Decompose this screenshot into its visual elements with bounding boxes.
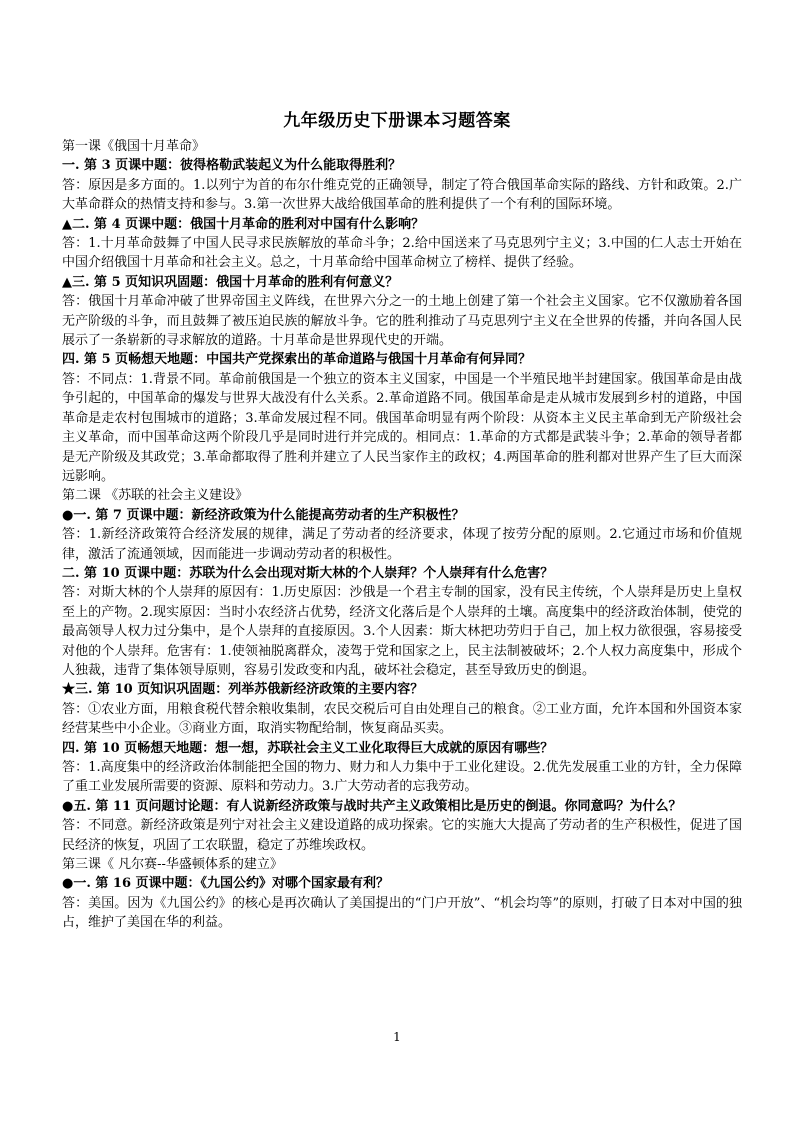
question: ★三. 第 10 页知识巩固题：列举苏俄新经济政策的主要内容？ [62, 682, 424, 698]
question: 四. 第 5 页畅想天地题：中国共产党探索出的革命道路与俄国十月革命有何异同？ [62, 352, 532, 368]
answer: 答：原因是多方面的。1.以列宁为首的布尔什维克党的正确领导，制定了符合俄国革命实际的路线、方针和政策。2.广大革命群众的热情支持和参与。3.第一次世界大战给俄国革命的胜利提供了一个有利的国际环境。 [62, 177, 742, 213]
question: ●一. 第 7 页课中题：新经济政策为什么能提高劳动者的生产积极性？ [62, 507, 465, 523]
question: ▲三. 第 5 页知识巩固题：俄国十月革命的胜利有何意义？ [62, 274, 399, 290]
answer: 答：1.高度集中的经济政治体制能把全国的物力、财力和人力集中于工业化建设。2.优先发展重工业的方针，全力保障了重工业发展所需要的资源、原料和劳动力。3.广大劳动者的忘我劳动。 [62, 760, 742, 795]
answer: 答：不同意。新经济政策是列宁对社会主义建设道路的成功探索。它的实施大大提高了劳动者的生产积极性，促进了国民经济的恢复，巩固了工农联盟，稳定了苏维埃政权。 [62, 818, 742, 853]
page-title: 九年级历史下册课本习题答案 [283, 111, 511, 131]
document-body [62, 137, 742, 933]
lesson-heading: 第一课《俄国十月革命》 [62, 139, 206, 154]
answer: 答：对斯大林的个人崇拜的原因有：1.历史原因：沙俄是一个君主专制的国家，没有民主传统，个人崇拜是历史上皇权至上的产物。2.现实原因：当时小农经济占优势，经济文化落后是个人崇拜的土壤。高度集中的经济政治体制，使党的最高领导人权力过分集中，是个人崇拜的直接原因。3.个人因素：斯大林把功劳归于自己，加上权力欲很强，容易接受对他的个人崇拜。危害有：1.使领袖脱离群众，凌驾于党和国家之上，民主法制被破坏；2.个人权力高度集中，形成个人独裁，违背了集体领导原则，容易引发政变和内乱，破坏社会稳定，甚至导致历史的倒退。 [62, 585, 742, 678]
answer: 答：①农业方面，用粮食税代替余粮收集制，农民交税后可自由处理自己的粮食。②工业方面，允许本国和外国资本家经营某些中小企业。③商业方面，取消实物配给制，恢复商品买卖。 [62, 701, 742, 737]
question: 二. 第 10 页课中题：苏联为什么会出现对斯大林的个人崇拜？个人崇拜有什么危害？ [62, 565, 554, 581]
question: 四. 第 10 页畅想天地题：想一想，苏联社会主义工业化取得巨大成就的原因有哪些？ [62, 740, 554, 756]
answer: 答：不同点：1.背景不同。革命前俄国是一个独立的资本主义国家，中国是一个半殖民地半封建国家。俄国革命是由战争引起的，中国革命的爆发与世界大战没有什么关系。2.革命道路不同。俄国革命是走从城市发展到乡村的道路，中国革命是走农村包围城市的道路；3.革命发展过程不同。俄国革命明显有两个阶段：从资本主义民主革命到无产阶级社会主义革命，而中国革命这两个阶段几乎是同时进行并完成的。相同点：1.革命的方式都是武装斗争；2.革命的领导者都是无产阶级及其政党；3.革命都取得了胜利并建立了人民当家作主的政权；4.两国革命的胜利都对世界产生了巨大而深远影响。 [62, 371, 742, 484]
lesson-heading: 第三课《 凡尔赛--华盛顿体系的建立》 [62, 857, 283, 873]
question: ●五. 第 11 页问题讨论题：有人说新经济政策与战时共产主义政策相比是历史的倒退。你同意吗？为什么？ [62, 798, 682, 814]
answer: 答：美国。因为《九国公约》的核心是再次确认了美国提出的“门户开放”、“机会均等”的原则，打破了日本对中国的独占，维护了美国在华的利益。 [62, 895, 742, 931]
question: 一. 第 3 页课中题：彼得格勒武装起义为什么能取得胜利？ [62, 158, 402, 174]
answer: 答：1.新经济政策符合经济发展的规律，满足了劳动者的经济要求，体现了按劳分配的原则。2.它通过市场和价值规律，激活了流通领域，因而能进一步调动劳动者的积极性。 [62, 527, 742, 562]
page-number: 1 [393, 1030, 401, 1044]
answer: 答：俄国十月革命冲破了世界帝国主义阵线，在世界六分之一的土地上创建了第一个社会主义国家。它不仅激励着各国无产阶级的斗争，而且鼓舞了被压迫民族的解放斗争。它的胜利推动了马克思列宁主义在全世界的传播，并向各国人民展示了一条崭新的寻求解放的道路。十月革命是世界现代史的开端。 [62, 294, 742, 349]
question: ●一. 第 16 页课中题：《九国公约》对哪个国家最有利？ [62, 876, 390, 892]
lesson-heading: 第二课 《苏联的社会主义建设》 [62, 488, 249, 504]
question: ▲二. 第 4 页课中题：俄国十月革命的胜利对中国有什么影响？ [62, 216, 425, 232]
answer: 答：1.十月革命鼓舞了中国人民寻求民族解放的革命斗争；2.给中国送来了马克思列宁主义；3.中国的仁人志士开始在中国介绍俄国十月革命和社会主义。总之，十月革命给中国革命树立了榜样、提供了经验。 [62, 236, 742, 271]
